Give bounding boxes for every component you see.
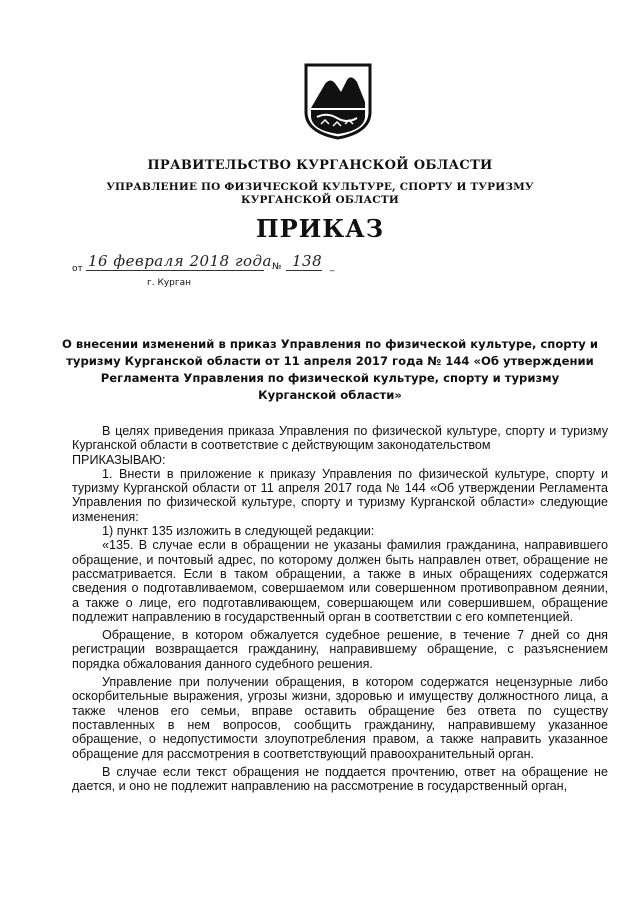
paragraph-offensive-content: Управление при получении обращения, в котором содержатся нецензурные либо оскорбительные выражения, угрозы жизни, здоровью и имуществу должностного лица, а также членов его семьи, вправе оставить обращение без ответа по существу поставленных в нем вопросов, сообщить гражданину, направившему указанное обращение, о недопустимости злоупотребления правом, а также направить указанное обращение для рассмотрения в соответствующий правоохранительный орган. (72, 675, 608, 761)
coat-of-arms-emblem (303, 62, 373, 140)
document-type-title: ПРИКАЗ (255, 214, 385, 243)
paragraph-subitem-1: 1) пункт 135 изложить в следующей редакции: (102, 524, 375, 539)
paragraph-item-1: 1. Внести в приложение к приказу Управления по физической культуре, спорту и туризму Курганской области от 11 апреля 2017 года № 144 «Об утверждении Регламента Управления по физической культуре, спорту и туризму Курганской области» следующие изменения: (72, 466, 608, 524)
paragraph-preamble: В целях приведения приказа Управления по физической культуре, спорту и туризму Курганской области в соответствие с действующим законодательством (72, 424, 608, 453)
department-name-line1: УПРАВЛЕНИЕ ПО ФИЗИЧЕСКОЙ КУЛЬТУРЕ, СПОРТУ И ТУРИЗМУ (106, 181, 534, 193)
date-underline (86, 270, 264, 271)
department-name-line2: КУРГАНСКОЙ ОБЛАСТИ (241, 194, 399, 206)
government-name: ПРАВИТЕЛЬСТВО КУРГАНСКОЙ ОБЛАСТИ (147, 158, 493, 173)
paragraph-point-135: «135. В случае если в обращении не указаны фамилия гражданина, направившего обращение, и почтовый адрес, по которому должен быть направлен ответ, обращение не рассматривается. Если в таком обращении, а также в иных обращениях содержатся сведения о подготавливаемом, совершаемом или совершенном противоправном деянии, а также о лице, его подготавливающем, совершающем или совершившем, обращение подлежит направлению в государственный орган в соответствии с его компетенцией. (72, 538, 608, 624)
handwritten-number: 138 (292, 252, 323, 270)
paragraph-order-word: ПРИКАЗЫВАЮ: (72, 452, 166, 467)
paragraph-court-decision: Обращение, в котором обжалуется судебное решение, в течение 7 дней со дня регистрации возвращается гражданину, направившему обращение, с разъяснением порядка обжалования данного судебного решения. (72, 628, 608, 671)
dateline-dash: _ (330, 262, 335, 272)
department-name (0, 181, 640, 207)
number-underline (286, 270, 322, 271)
city-label: г. Курган (147, 278, 192, 288)
order-subject: О внесении изменений в приказ Управления по физической культуре, спорту и туризму Курганской области от 11 апреля 2017 года № 144 «Об утверждении Регламента Управления по физической культуре, спорту и туризму Курганской области» (61, 337, 599, 402)
order-body (72, 424, 608, 793)
handwritten-date: 16 февраля 2018 года (88, 252, 273, 270)
from-label: от (72, 264, 83, 274)
paragraph-unreadable-text: В случае если текст обращения не поддается прочтению, ответ на обращение не дается, и оно не подлежит направлению на рассмотрение в государственный орган, (72, 764, 608, 794)
number-label: № (272, 262, 282, 272)
date-number-line (72, 252, 372, 292)
coat-of-arms-icon (303, 62, 373, 140)
